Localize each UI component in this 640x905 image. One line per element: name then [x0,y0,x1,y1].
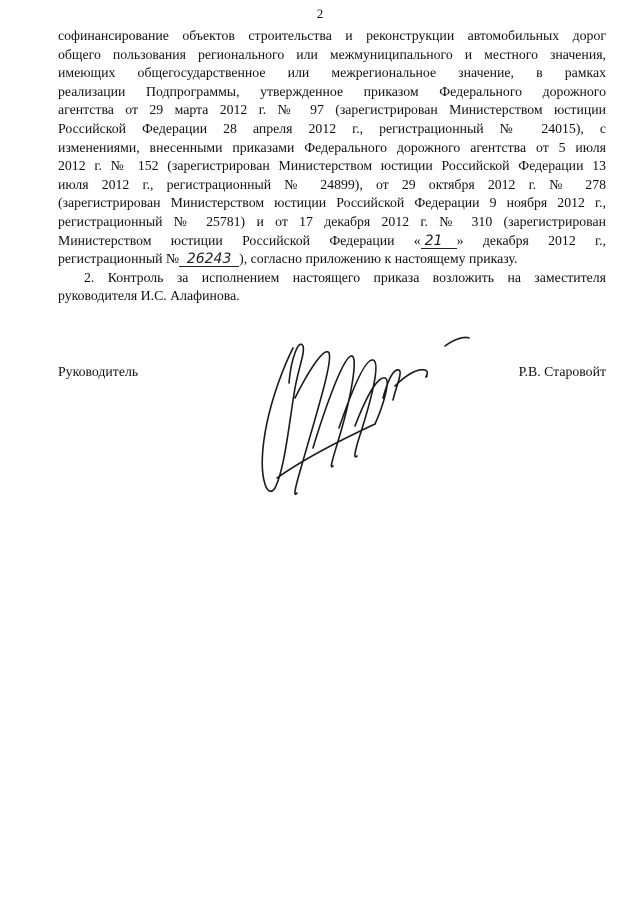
text-line: (зарегистрирован Министерством юстиции Российской Федерации 9 ноября 2012 г., [58,195,606,211]
text-line: 2012 г. № 152 (зарегистрирован Министерством юстиции Российской Федерации 13 [58,158,606,174]
page-number: 2 [316,6,324,21]
handwritten-registration-number: 26243 [179,253,239,267]
handwritten-day: 21 [421,235,457,249]
text-line: имеющих общегосударственное или межрегиональное значение, в рамках [58,65,606,81]
text-fragment: Министерством юстиции Российской Федерации « [58,232,421,248]
paragraph-2-line: руководителя И.С. Алафинова. [58,288,240,304]
text-line: июля 2012 г., регистрационный № 24899), от 29 октября 2012 г. № 278 [58,176,606,192]
handwritten-signature [255,328,485,518]
text-line: реализации Подпрограммы, утвержденное приказом Федерального дорожного [58,83,606,99]
signatory-name: Р.В. Старовойт [518,364,606,379]
text-line: софинансирование объектов строительства и реконструкции автомобильных дорог [58,28,606,43]
text-fragment: » декабря 2012 г., [456,232,607,248]
text-line-registration [58,250,606,269]
text-line-date [58,232,606,251]
text-line: общего пользования регионального или межмуниципального и местного значения, [58,46,606,62]
text-line: регистрационный № 25781) и от 17 декабря 2012 г. № 310 (зарегистрирован [58,213,606,229]
paragraph-2-line: 2. Контроль за исполнением настоящего приказа возложить на заместителя [84,269,606,285]
text-fragment: ), согласно приложению к настоящему приказу. [239,251,518,267]
signatory-role: Руководитель [58,364,139,379]
text-line: агентства от 29 марта 2012 г. № 97 (зарегистрирован Министерством юстиции [58,102,606,118]
text-line: Российской Федерации 28 апреля 2012 г., регистрационный № 24015), с [58,120,606,136]
text-fragment: регистрационный № [58,251,180,267]
text-line: изменениями, внесенными приказами Федерального дорожного агентства от 5 июля [58,139,606,155]
document-body [58,27,606,306]
